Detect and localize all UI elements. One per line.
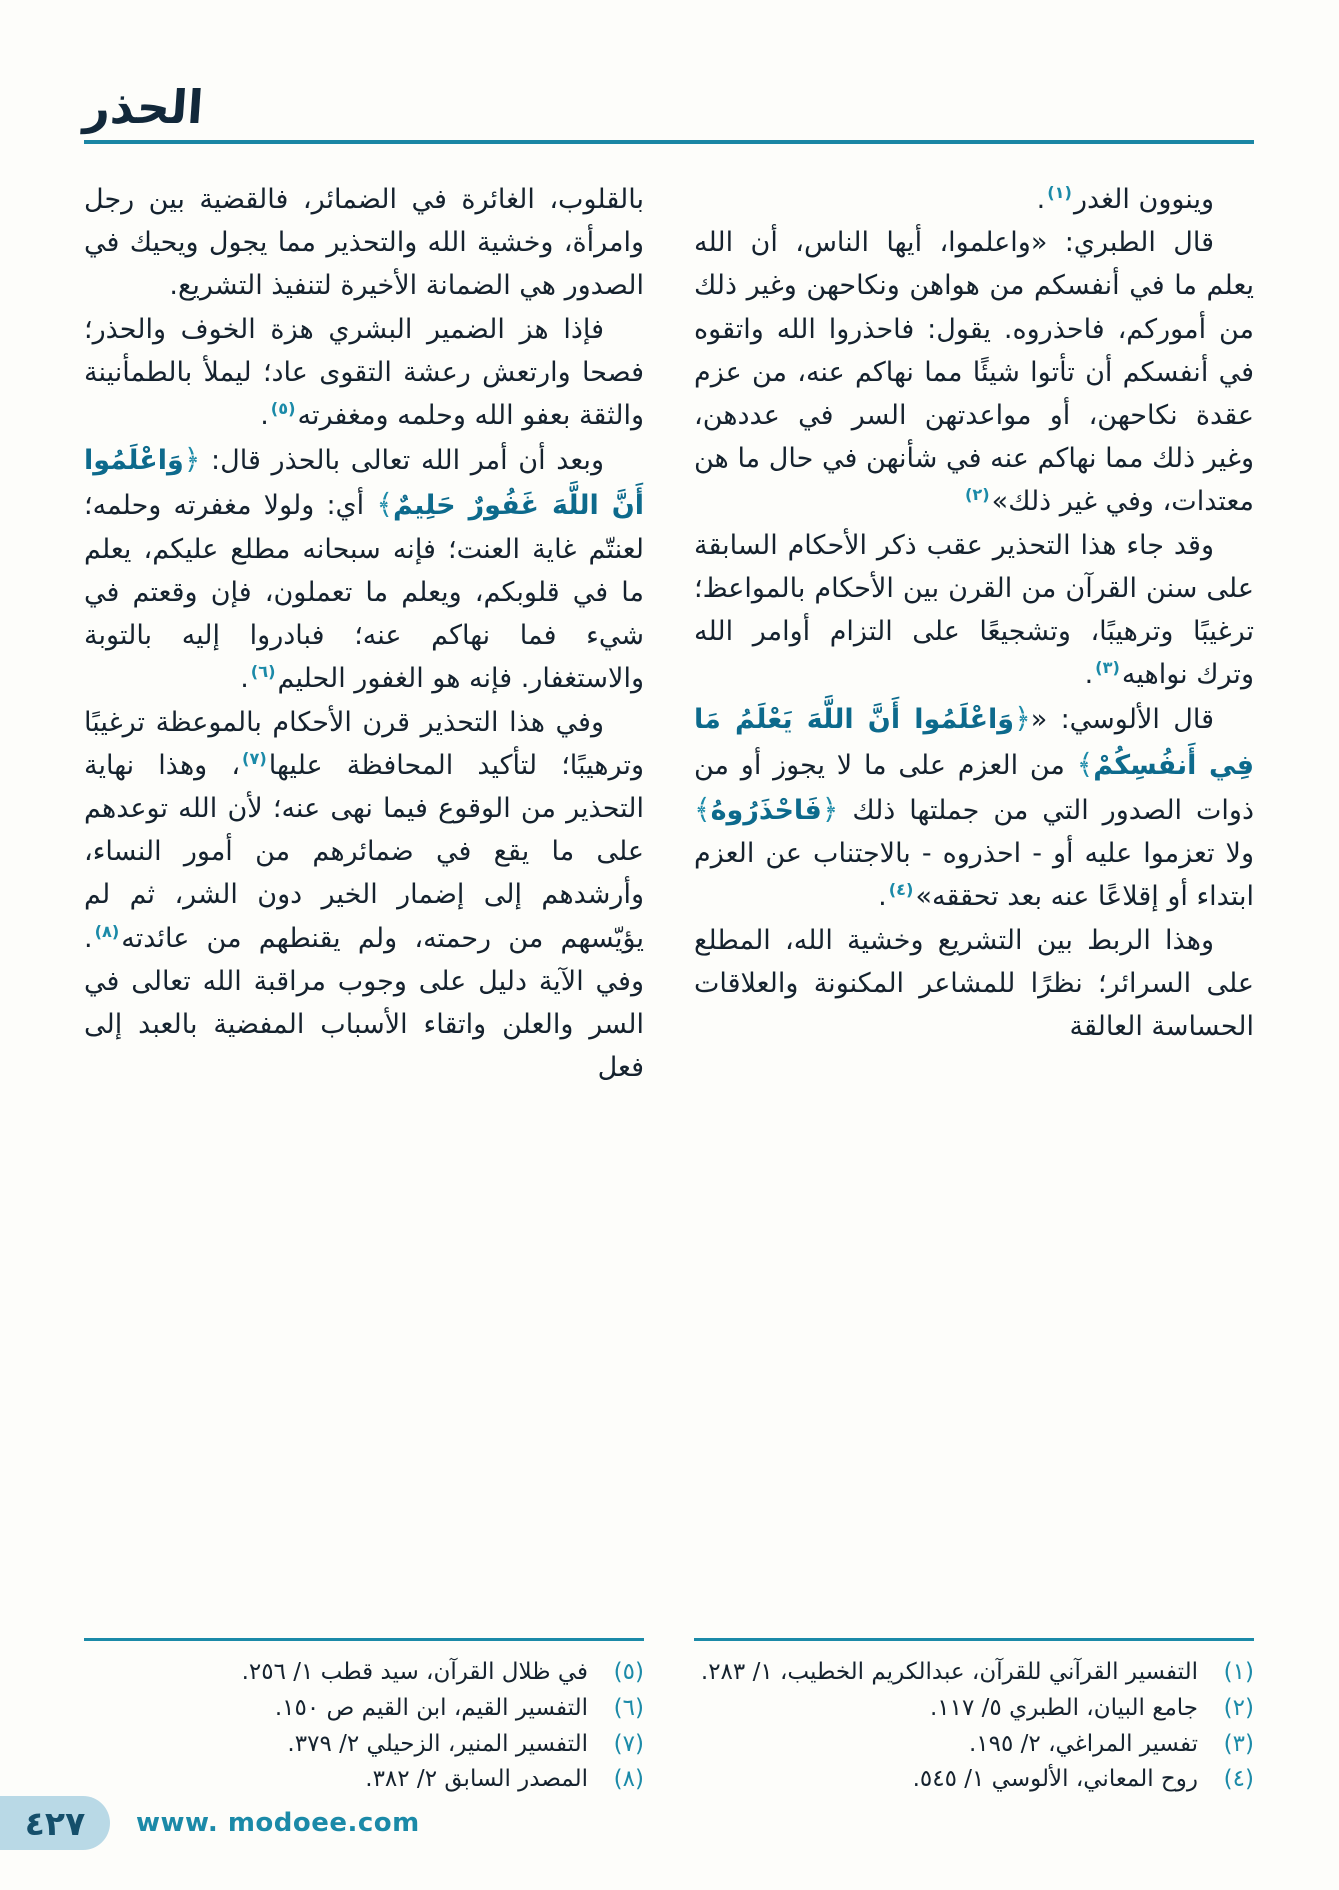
footnote-ref: (٧) [242, 748, 267, 768]
paragraph [84, 178, 644, 308]
footnote-item [694, 1655, 1254, 1691]
column-right-paragraphs [694, 178, 1254, 1048]
footnote-ref: (٦) [250, 662, 276, 682]
footnote-ref: (٥) [270, 398, 296, 418]
column-right [694, 178, 1254, 1798]
footnote-ref: (٤) [888, 880, 914, 900]
verse-open-bracket: ﴿ [821, 792, 839, 826]
footnote-text: التفسير القرآني للقرآن، عبدالكريم الخطيب، ١/ ٢٨٣. [700, 1659, 1198, 1686]
text-run: فإذا هز الضمير البشري هزة الخوف والحذر؛ فصحا وارتعش رعشة التقوى عاد؛ ليملأ بالطمأنينة والثقة بعفو الله وحلمه ومغفرته [84, 313, 644, 431]
text-run: ولا تعزموا عليه أو - احذروه - بالاجتناب عن العزم ابتداء أو إقلاعًا عنه بعد تحققه» [694, 838, 1254, 913]
verse-close-bracket: ﴾ [1076, 747, 1094, 781]
footnote-item [694, 1727, 1254, 1763]
footnote-number: (٥) [613, 1659, 644, 1686]
footnotes-right [694, 1638, 1254, 1798]
text-run: قال الألوسي: « [1030, 704, 1215, 736]
footnote-item [84, 1762, 644, 1798]
verse-open-bracket: ﴿ [1014, 702, 1031, 736]
footnote-item [84, 1727, 644, 1763]
page-number-badge [0, 1796, 110, 1850]
footnote-item [694, 1691, 1254, 1727]
footnote-text: التفسير المنير، الزحيلي ٢/ ٣٧٩. [287, 1730, 588, 1757]
footnote-number: (٧) [613, 1730, 644, 1757]
footnote-item [84, 1655, 644, 1691]
text-run: قال الطبري: «واعلموا، أيها الناس، أن الله يعلم ما في أنفسكم من هواهن ونكاحهن وغير ذلك من أموركم، فاحذروه. يقول: فاحذروا الله واتقوه في أنفسكم أن تأتوا شيئًا مما نهاكم عنه، من عزم عقدة نكاحهن، أو مواعدتهن السر في عددهن، وغير ذلك مما نهاكم عنه في شأنهن في حال ما هن معتدات، وفي غير ذلك» [694, 227, 1254, 518]
column-left [84, 178, 644, 1798]
footnote-text: روح المعاني، الألوسي ١/ ٥٤٥. [912, 1766, 1198, 1793]
text-run: . [1084, 659, 1094, 691]
paragraph [84, 701, 644, 1090]
text-run: وقد جاء هذا التحذير عقب ذكر الأحكام السابقة على سنن القرآن من القرن بين الأحكام بالمواعظ؛ ترغيبًا وترهيبًا، وتشجيعًا على التزام أوامر الله وترك نواهيه [694, 529, 1254, 691]
footnote-number: (٦) [613, 1695, 644, 1722]
footnote-text: التفسير القيم، ابن القيم ص ١٥٠. [274, 1695, 588, 1722]
footnote-number: (١) [1223, 1659, 1254, 1686]
paragraph [694, 178, 1254, 221]
chapter-title: الحذر [82, 80, 206, 134]
text-run: وبعد أن أمر الله تعالى بالحذر قال: [200, 445, 604, 477]
footnote-number: (٤) [1223, 1766, 1254, 1793]
page-header [82, 80, 1254, 144]
footnote-ref: (٨) [94, 921, 120, 941]
text-run: ، وهذا نهاية التحذير من الوقوع فيما نهى عنه؛ لأن الله توعدهم على ما يقع في ضمائرهم من أمور النساء، وأرشدهم إلى إضمار الخير دون الشر، ثم لم يؤيّسهم من رحمته، ولم يقنطهم من عائدته [84, 749, 644, 954]
paragraph [694, 919, 1254, 1049]
footnote-ref: (٢) [964, 485, 990, 505]
verse-close-bracket: ﴾ [694, 792, 711, 826]
text-run: وهذا الربط بين التشريع وخشية الله، المطلع على السرائر؛ نظرًا للمشاعر المكنونة والعلاقات الحساسة العالقة [694, 924, 1254, 1043]
text-run: أي: ولولا مغفرته وحلمه؛ لعنتّم غاية العنت؛ فإنه سبحانه مطلع عليكم، يعلم ما في قلوبكم، ويعلم ما تعملون، فإن وقعتم في شيء فما نهاكم عنه؛ فبادروا إليه بالتوبة والاستغفار. فإنه هو الغفور الحليم [84, 490, 644, 695]
footnote-item [694, 1762, 1254, 1798]
footnote-text: في ظلال القرآن، سيد قطب ١/ ٢٥٦. [241, 1659, 588, 1686]
footnote-number: (٨) [613, 1766, 644, 1793]
page-number: ٤٢٧ [24, 1803, 86, 1843]
footnotes-left [84, 1638, 644, 1798]
quran-verse: فَاحْذَرُوهُ [710, 794, 822, 826]
text-run: . وفي الآية دليل على وجوب مراقبة الله تعالى في السر والعلن واتقاء الأسباب المفضية بالعبد إلى فعل [84, 922, 644, 1084]
page-body [84, 178, 1254, 1798]
quran-verse: وَاعْلَمُوا أَنَّ اللَّهَ غَفُورٌ حَلِيمٌ [84, 445, 644, 522]
text-run: . [1036, 184, 1046, 215]
paragraph [694, 221, 1254, 523]
footnote-list-right [694, 1655, 1254, 1798]
paragraph [84, 437, 644, 700]
text-run: من العزم على ما لا يجوز أو من ذوات الصدور التي من جملتها ذلك [694, 749, 1254, 826]
text-run: . [260, 399, 269, 431]
footnote-ref: (١) [1047, 183, 1072, 202]
page-footer [0, 1796, 1339, 1852]
footnote-item [84, 1691, 644, 1727]
paragraph [694, 696, 1254, 918]
footnote-list-left [84, 1655, 644, 1798]
text-run: . [240, 663, 249, 695]
text-run: بالقلوب، الغائرة في الضمائر، فالقضية بين رجل وامرأة، وخشية الله والتحذير مما يجول ويحيك في الصدور هي الضمانة الأخيرة لتنفيذ التشريع. [84, 184, 644, 302]
footnote-text: تفسير المراغي، ٢/ ١٩٥. [968, 1730, 1198, 1757]
footnote-text: جامع البيان، الطبري ٥/ ١١٧. [929, 1695, 1198, 1722]
footnote-ref: (٣) [1095, 658, 1120, 678]
paragraph [694, 524, 1254, 697]
verse-close-bracket: ﴾ [376, 488, 393, 522]
column-left-paragraphs [84, 178, 644, 1089]
footnote-text: المصدر السابق ٢/ ٣٨٢. [365, 1766, 588, 1793]
text-run: . [878, 881, 887, 913]
quran-verse: وَاعْلَمُوا أَنَّ اللَّهَ يَعْلَمُ مَا فِي أَنفُسِكُمْ [694, 704, 1254, 781]
text-run: وفي هذا التحذير قرن الأحكام بالموعظة ترغيبًا وترهيبًا؛ لتأكيد المحافظة عليها [84, 706, 644, 781]
verse-open-bracket: ﴿ [183, 443, 201, 477]
text-run: وينوون الغدر [1073, 184, 1214, 215]
footnote-number: (٣) [1223, 1730, 1254, 1757]
paragraph [84, 308, 644, 438]
website-url: www. modoee.com [136, 1808, 420, 1838]
footnote-number: (٢) [1223, 1695, 1254, 1722]
